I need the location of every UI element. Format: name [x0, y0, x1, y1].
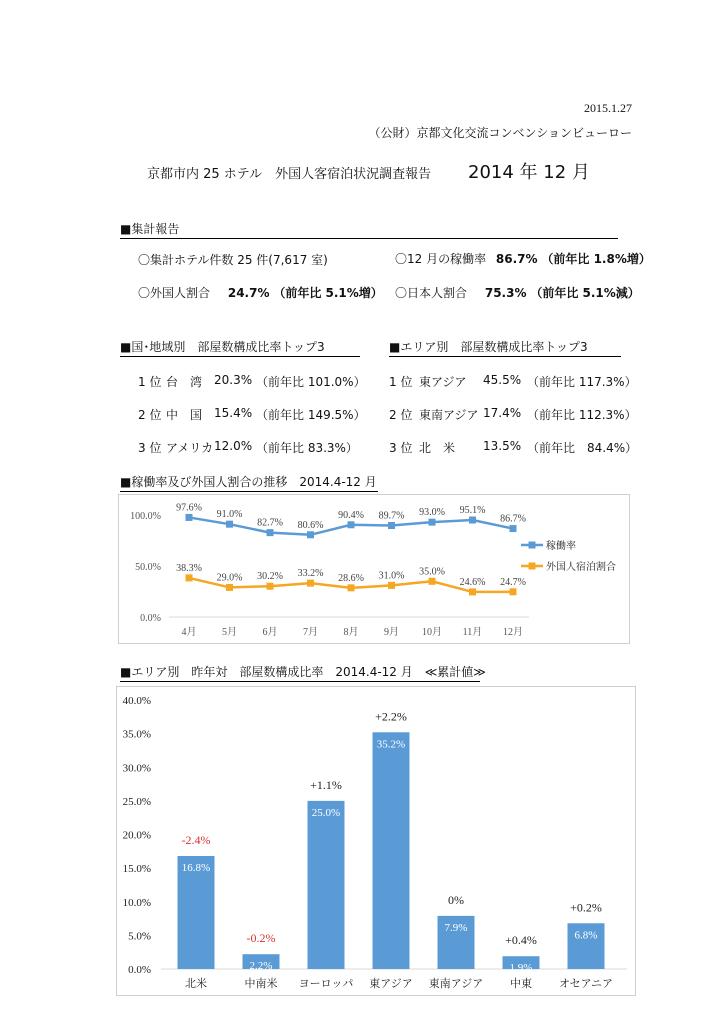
data-label: 90.4% — [338, 509, 364, 521]
area-top3-heading: ■エリア別 部屋数構成比率トップ3 — [389, 338, 621, 357]
data-point — [307, 531, 314, 538]
data-label: 24.6% — [459, 576, 486, 588]
occupancy-label: 〇12 月の稼働率 — [395, 252, 487, 266]
area-top3-pct: 17.4% — [483, 406, 522, 420]
area-top3-pct: 13.5% — [483, 439, 522, 453]
japanese-summary — [395, 284, 640, 301]
y-tick-label: 5.0% — [128, 930, 151, 943]
data-point — [186, 514, 193, 521]
bar-value-label: 35.2% — [376, 738, 406, 751]
y-tick-label: 100.0% — [130, 511, 161, 522]
area-top3-rank: 1 位 — [389, 375, 413, 389]
y-tick-label: 20.0% — [122, 829, 151, 842]
data-label: 97.6% — [176, 502, 202, 514]
trend-line-chart-svg — [119, 495, 629, 643]
country-top3-prev: （前年比 149.5%） — [256, 408, 366, 422]
data-point — [388, 522, 395, 529]
legend-marker — [529, 563, 536, 570]
foreign-summary — [138, 284, 383, 301]
data-label: 89.7% — [378, 510, 405, 522]
data-point — [510, 588, 517, 595]
data-label: 29.0% — [216, 572, 243, 584]
area-top3-name: 北 米 — [419, 441, 456, 455]
legend-marker — [529, 542, 536, 549]
x-tick-label: オセアニア — [558, 978, 614, 990]
data-point — [469, 588, 476, 595]
data-point — [348, 584, 355, 591]
country-top3-rank: 1 位 — [138, 375, 162, 389]
bar-value-label: 1.9% — [509, 962, 533, 975]
foreign-prev: （前年比 5.1%増） — [273, 286, 383, 300]
bar-change-label: -0.2% — [246, 931, 276, 946]
organization-name: （公財）京都文化交流コンベンションビューロー — [368, 126, 632, 140]
bar — [373, 732, 410, 969]
foreign-label: 〇外国人割合 — [138, 286, 211, 300]
bar-change-label: -2.4% — [181, 833, 211, 848]
data-point — [186, 574, 193, 581]
bar-value-label: 2.2% — [249, 960, 273, 973]
hotel-count: 〇集計ホテル件数 25 件(7,617 室) — [138, 253, 328, 267]
data-point — [226, 584, 233, 591]
report-title: 京都市内 25 ホテル 外国人客宿泊状況調査報告 — [147, 167, 432, 182]
data-label: 95.1% — [459, 504, 486, 516]
bar-change-label: +2.2% — [375, 709, 407, 724]
japanese-label: 〇日本人割合 — [395, 286, 468, 300]
area-top3-rank: 3 位 — [389, 441, 413, 455]
japanese-prev: （前年比 5.1%減） — [530, 286, 640, 300]
x-tick-label: 11月 — [462, 627, 483, 638]
bar-change-label: +1.1% — [310, 777, 342, 792]
area-yoy-chart — [116, 686, 636, 996]
area-top3-rank: 2 位 — [389, 408, 413, 422]
japanese-value: 75.3% — [484, 286, 527, 300]
country-top3-name: 中 国 — [166, 408, 203, 422]
trend-chart — [118, 494, 630, 644]
area-top3-name: 東アジア — [419, 375, 467, 389]
area-yoy-bar-chart-svg — [117, 687, 635, 995]
country-top3-pct: 12.0% — [214, 439, 253, 453]
y-tick-label: 15.0% — [122, 863, 151, 876]
y-tick-label: 25.0% — [122, 795, 151, 808]
data-label: 31.0% — [378, 570, 405, 582]
data-point — [429, 519, 436, 526]
data-label: 28.6% — [338, 572, 364, 584]
y-tick-label: 0.0% — [140, 613, 161, 624]
trend-heading: ■稼働率及び外国人割合の推移 2014.4-12 月 — [120, 473, 378, 492]
data-label: 30.2% — [257, 571, 283, 583]
occupancy-prev: （前年比 1.8%増） — [541, 252, 651, 266]
x-tick-label: 北米 — [185, 978, 207, 990]
bar-value-label: 25.0% — [311, 806, 341, 819]
y-tick-label: 40.0% — [122, 695, 151, 707]
data-point — [267, 583, 274, 590]
data-label: 93.0% — [419, 507, 445, 519]
legend-label: 外国人宿泊割合 — [546, 562, 616, 573]
area-top3-prev: （前年比 84.4%） — [527, 441, 638, 455]
area-top3-pct: 45.5% — [483, 373, 522, 387]
data-label: 38.3% — [176, 562, 202, 574]
y-tick-label: 0.0% — [128, 964, 151, 976]
x-tick-label: 中南米 — [244, 978, 278, 990]
data-label: 91.0% — [216, 509, 243, 521]
bar-value-label: 7.9% — [444, 921, 468, 934]
country-top3-pct: 15.4% — [214, 406, 253, 420]
x-tick-label: 5月 — [222, 627, 237, 638]
y-tick-label: 35.0% — [122, 728, 151, 741]
y-tick-label: 50.0% — [135, 562, 161, 573]
country-top3-prev: （前年比 83.3%） — [256, 441, 358, 455]
data-point — [307, 580, 314, 587]
legend-label: 稼働率 — [546, 541, 576, 552]
data-point — [267, 529, 274, 536]
report-month: 2014 年 12 月 — [468, 162, 590, 183]
country-top3-rank: 3 位 — [138, 441, 162, 455]
x-tick-label: 東アジア — [369, 978, 413, 990]
occupancy-value: 86.7% — [495, 252, 538, 266]
bar-value-label: 16.8% — [181, 862, 211, 875]
x-tick-label: 8月 — [343, 627, 359, 638]
data-point — [226, 521, 233, 528]
x-tick-label: 7月 — [303, 627, 318, 638]
data-label: 24.7% — [500, 576, 526, 588]
country-top3-name: 台 湾 — [166, 375, 203, 389]
y-tick-label: 10.0% — [122, 896, 151, 909]
occupancy-summary — [395, 250, 651, 267]
foreign-value: 24.7% — [227, 286, 270, 300]
data-label: 86.7% — [500, 513, 526, 525]
data-label: 35.0% — [419, 566, 445, 578]
data-label: 82.7% — [257, 517, 283, 529]
data-point — [510, 525, 517, 532]
country-top3-name: アメリカ — [166, 441, 214, 455]
x-tick-label: 12月 — [503, 627, 523, 638]
area-top3-prev: （前年比 117.3%） — [527, 375, 637, 389]
bar — [308, 801, 345, 969]
x-tick-label: 9月 — [384, 627, 399, 638]
bar-change-label: 0% — [448, 892, 464, 907]
x-tick-label: 10月 — [422, 627, 442, 638]
data-point — [469, 516, 476, 523]
data-label: 80.6% — [297, 519, 324, 531]
report-date: 2015.1.27 — [584, 101, 632, 115]
x-tick-label: 6月 — [262, 627, 278, 638]
summary-heading: ■集計報告 — [120, 220, 618, 239]
data-point — [348, 521, 355, 528]
bar-change-label: +0.2% — [570, 900, 602, 915]
country-top3-pct: 20.3% — [214, 373, 253, 387]
area-top3-prev: （前年比 112.3%） — [527, 408, 637, 422]
x-tick-label: ヨーロッパ — [298, 978, 354, 990]
area-top3-name: 東南アジア — [419, 408, 479, 422]
y-tick-label: 30.0% — [122, 762, 151, 775]
bar-value-label: 6.8% — [574, 929, 598, 942]
data-point — [429, 578, 436, 585]
country-top3-heading: ■国･地域別 部屋数構成比率トップ3 — [120, 338, 360, 357]
country-top3-prev: （前年比 101.0%） — [256, 375, 366, 389]
x-tick-label: 中東 — [510, 978, 532, 990]
x-tick-label: 4月 — [181, 627, 197, 638]
x-tick-label: 東南アジア — [428, 978, 484, 990]
data-point — [388, 582, 395, 589]
data-label: 33.2% — [297, 568, 324, 580]
country-top3-rank: 2 位 — [138, 408, 162, 422]
bar-change-label: +0.4% — [505, 933, 537, 948]
area-yoy-heading: ■エリア別 昨年対 部屋数構成比率 2014.4-12 月 ≪累計値≫ — [120, 663, 480, 682]
